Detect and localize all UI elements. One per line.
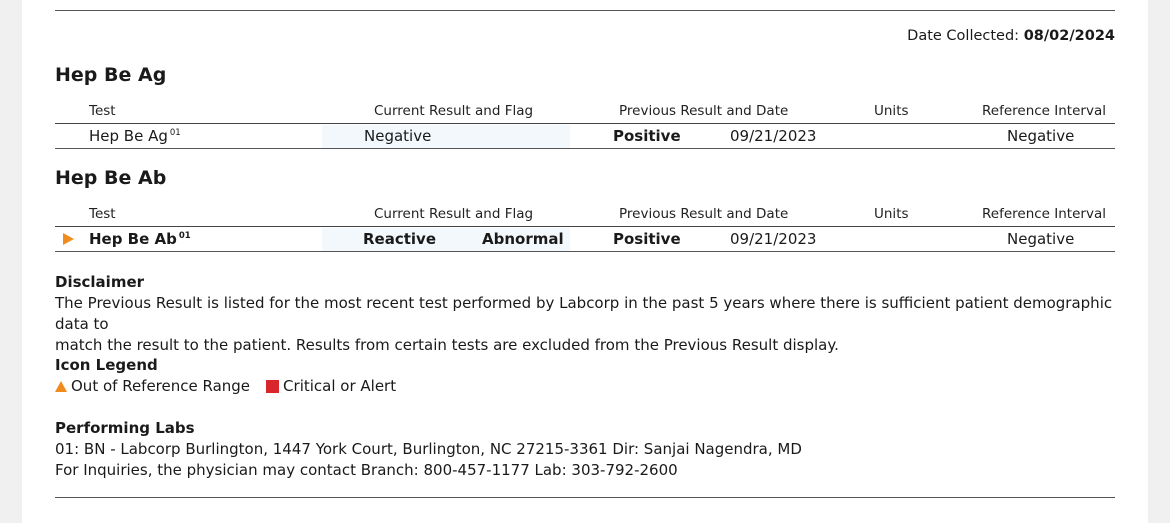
lab-superscript: 01 [169, 128, 181, 138]
legend-out-of-range: Out of Reference Range [71, 377, 251, 395]
disclaimer-text-line1: The Previous Result is listed for the most recent test performed by Labcorp in the past 5 years where there is sufficient patient demographic data to [55, 294, 1113, 333]
column-header-current-result: Current Result and Flag [374, 206, 534, 222]
current-flag: Abnormal [482, 230, 564, 248]
previous-result: Positive [613, 230, 681, 248]
bottom-divider [55, 497, 1115, 498]
reference-interval: Negative [1007, 230, 1075, 248]
legend-critical: Critical or Alert [283, 377, 397, 395]
section-title-hep-be-ag: Hep Be Ag [55, 64, 167, 86]
row-divider [55, 251, 1115, 252]
date-collected-value: 08/02/2024 [1023, 28, 1115, 44]
column-header-previous-result: Previous Result and Date [619, 103, 789, 119]
performing-labs [55, 418, 802, 481]
icon-legend-heading: Icon Legend [55, 356, 158, 374]
performing-labs-line2: For Inquiries, the physician may contact Branch: 800-457-1177 Lab: 303-792-2600 [55, 461, 678, 479]
current-result-shading [322, 125, 570, 149]
column-header-reference: Reference Interval [982, 103, 1106, 119]
column-header-units: Units [874, 103, 909, 119]
disclaimer [55, 272, 1148, 356]
lab-superscript: 01 [178, 231, 191, 241]
date-collected-label: Date Collected: [907, 28, 1020, 44]
current-result: Reactive [363, 230, 437, 248]
column-header-test: Test [89, 206, 116, 222]
column-header-previous-result: Previous Result and Date [619, 206, 789, 222]
test-name-text: Hep Be Ag [89, 127, 168, 145]
icon-legend-items [55, 376, 396, 397]
performing-labs-line1: 01: BN - Labcorp Burlington, 1447 York Court, Burlington, NC 27215-3361 Dir: Sanjai Nagendra, MD [55, 440, 802, 458]
triangle-icon [55, 381, 67, 392]
out-of-range-flag-icon [63, 233, 74, 245]
table-header-rule [55, 226, 1115, 227]
section-title-hep-be-ab: Hep Be Ab [55, 167, 167, 189]
previous-date: 09/21/2023 [730, 127, 817, 145]
square-icon [266, 380, 279, 393]
date-collected [907, 28, 1115, 44]
report-page [22, 0, 1148, 523]
disclaimer-text-line2: match the result to the patient. Results from certain tests are excluded from the Previous Result display. [55, 336, 839, 354]
test-name [89, 127, 181, 145]
test-name-text: Hep Be Ab [89, 230, 177, 248]
disclaimer-heading: Disclaimer [55, 273, 145, 291]
column-header-current-result: Current Result and Flag [374, 103, 534, 119]
table-header-rule [55, 123, 1115, 124]
column-header-test: Test [89, 103, 116, 119]
reference-interval: Negative [1007, 127, 1075, 145]
previous-date: 09/21/2023 [730, 230, 817, 248]
performing-labs-heading: Performing Labs [55, 419, 195, 437]
test-name [89, 230, 191, 248]
top-divider [55, 10, 1115, 11]
current-result: Negative [364, 127, 432, 145]
row-divider [55, 148, 1115, 149]
column-header-reference: Reference Interval [982, 206, 1106, 222]
column-header-units: Units [874, 206, 909, 222]
icon-legend [55, 355, 396, 397]
previous-result: Positive [613, 127, 681, 145]
